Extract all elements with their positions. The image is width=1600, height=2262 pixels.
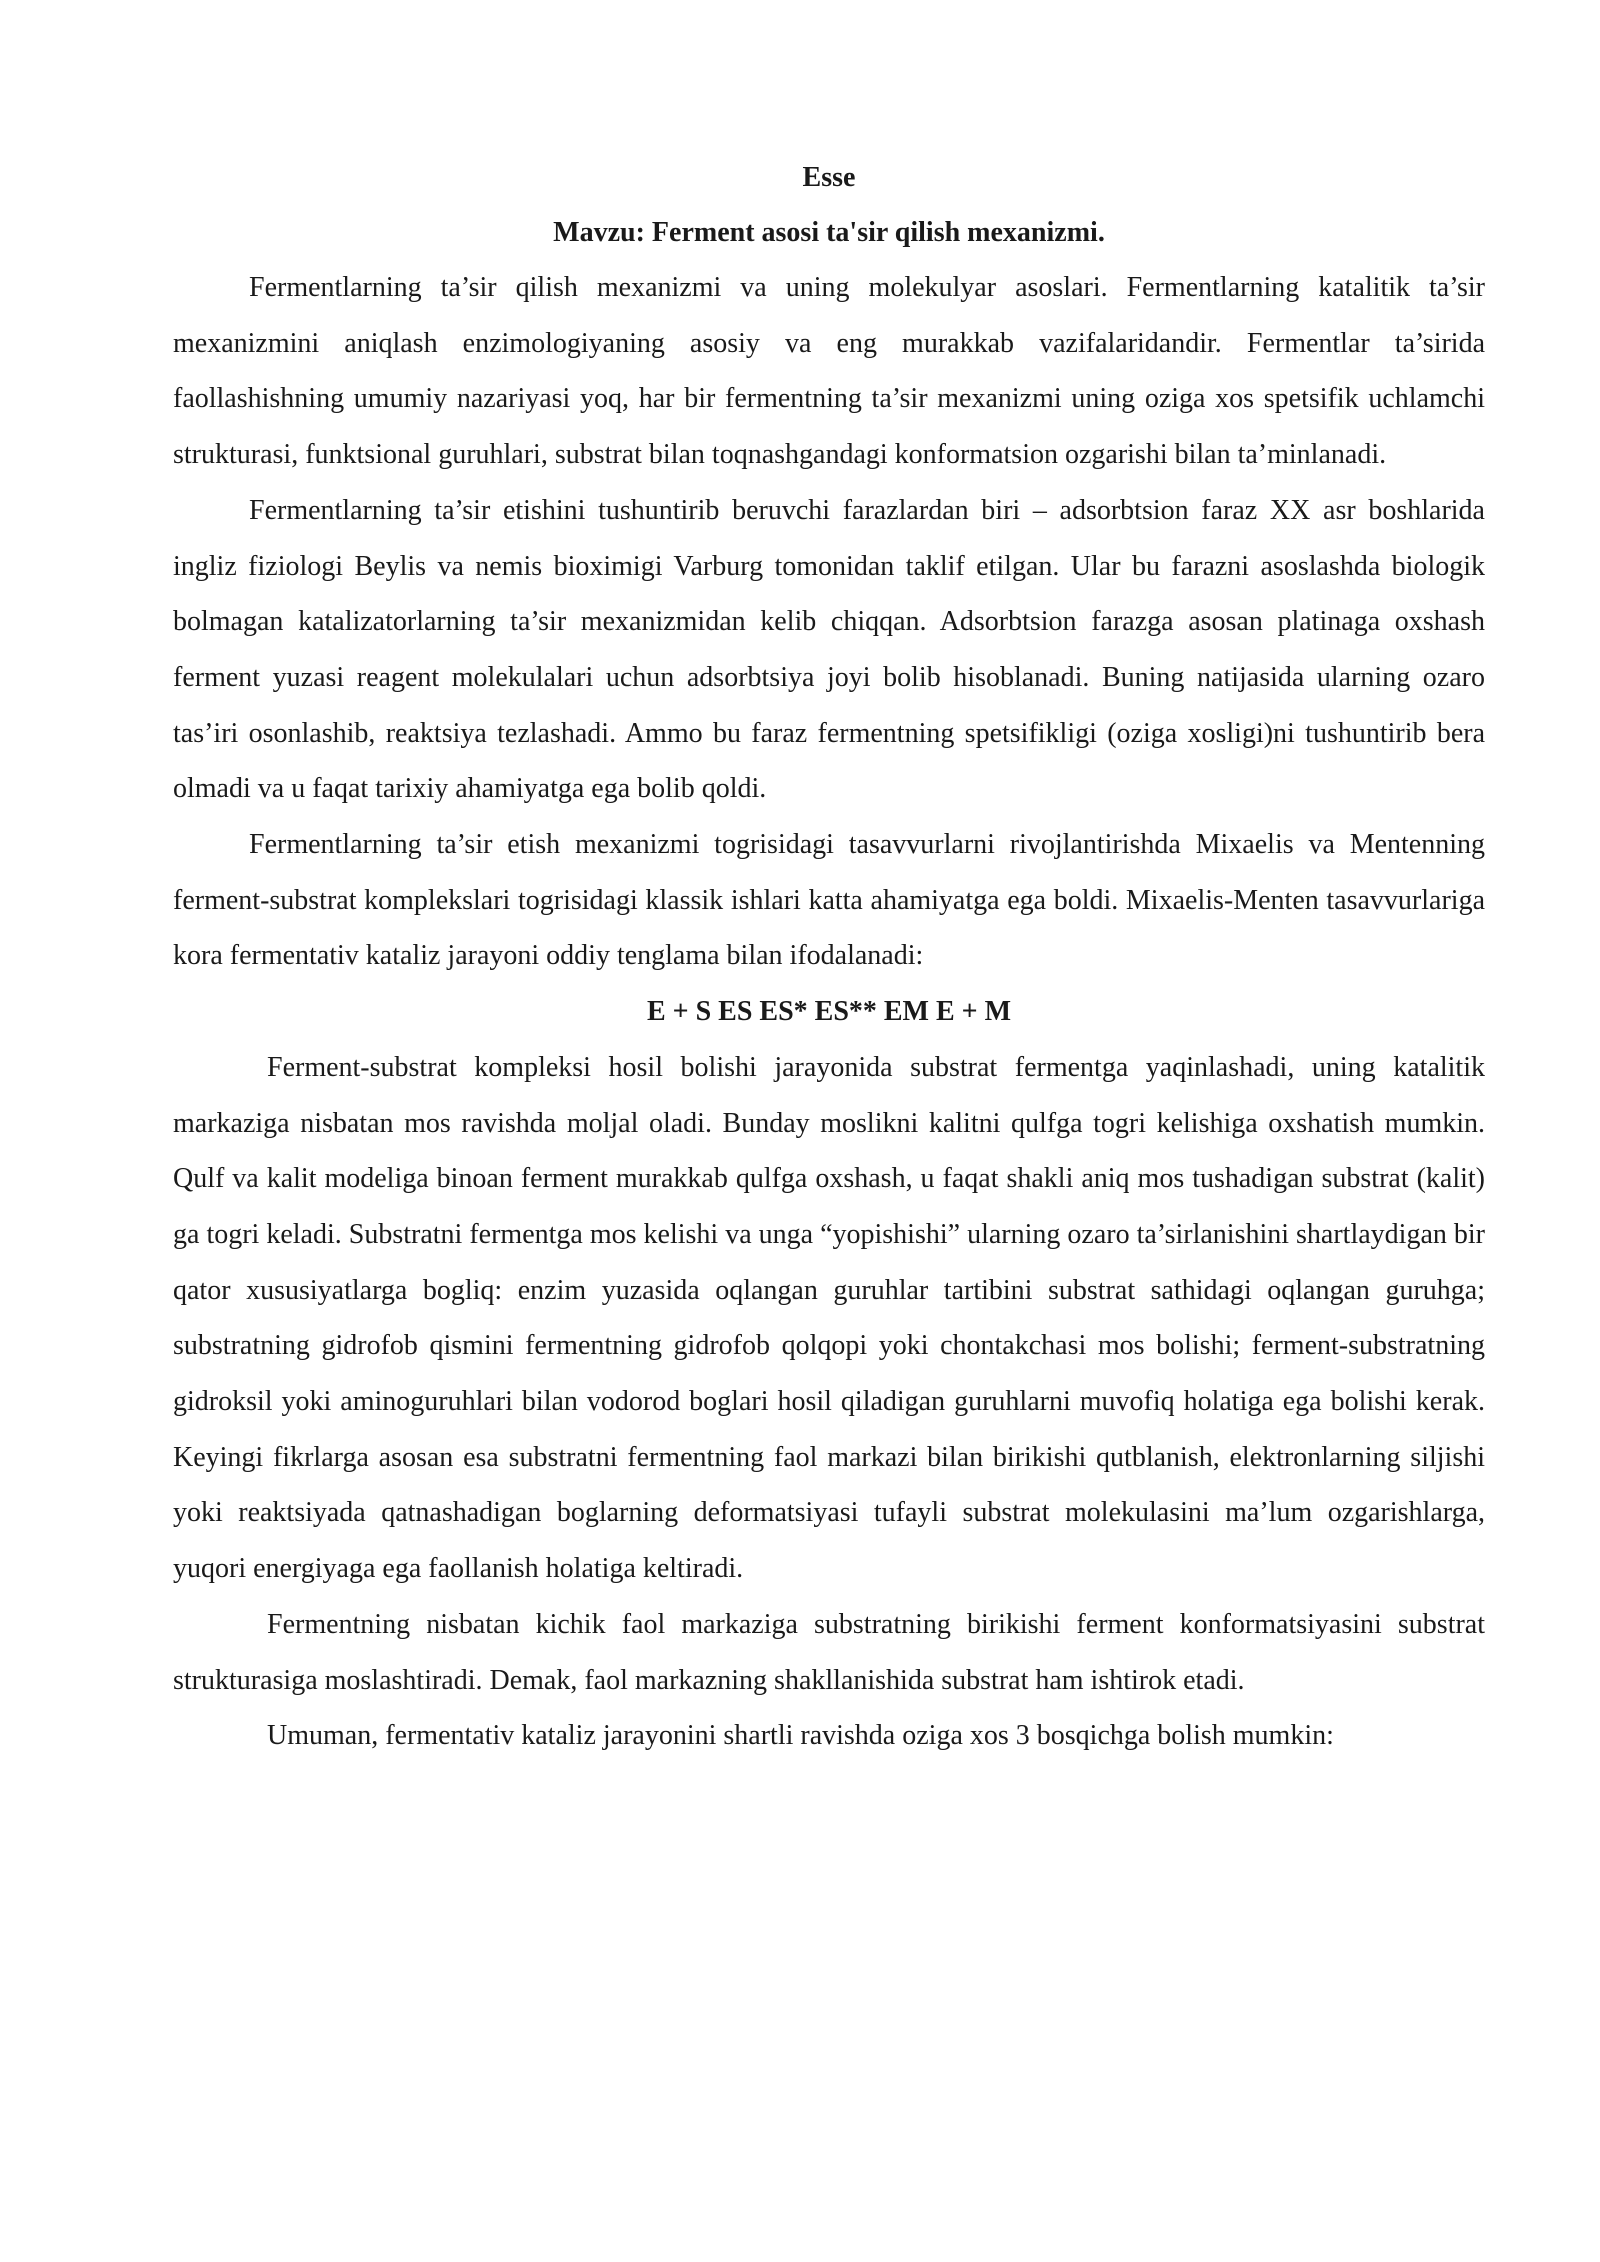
paragraph-4: Ferment-substrat kompleksi hosil bolishi jarayonida substrat fermentga yaqinlashadi, uning katalitik markaziga nisbatan mos ravishda moljal oladi. Bunday moslikni kalitni qulfga togri kelishiga oxshatish mumkin. Qulf va kalit modeliga binoan ferment murakkab qulfga oxshash, u faqat shakli aniq mos tushadigan substrat (kalit) ga togri keladi. Substratni fermentga mos kelishi va unga “yopishishi” ularning ozaro ta’sirlanishini shartlaydigan bir qator xususiyatlarga bogliq: enzim yuzasida oqlangan guruhlar tartibini substrat sathidagi oqlangan guruhga; substratning gidrofob qismini fermentning gidrofob qolqopi yoki chontakchasi mos bolishi; ferment-substratning gidroksil yoki aminoguruhlari bilan vodorod boglari hosil qiladigan guruhlarni muvofiq holatiga ega bolishi kerak. Keyingi fikrlarga asosan esa substratni fermentning faol markazi bilan birikishi qutblanish, elektronlarning siljishi yoki reaktsiyada qatnashadigan boglarning deformatsiyasi tufayli substrat molekulasini ma’lum ozgarishlarga, yuqori energiyaga ega faollanish holatiga keltiradi.	[173, 1051, 1485, 1585]
paragraph-2: Fermentlarning ta’sir etishini tushuntirib beruvchi farazlardan biri – adsorbtsion faraz XX asr boshlarida ingliz fiziologi Beylis va nemis bioximigi Varburg tomonidan taklif etilgan. Ular bu farazni asoslashda biologik bolmagan katalizatorlarning ta’sir mexanizmidan kelib chiqqan. Adsorbtsion farazga asosan platinaga oxshash ferment yuzasi reagent molekulalari uchun adsorbtsiya joyi bolib hisoblanadi. Buning natijasida ularning ozaro tas’iri osonlashib, reaktsiya tezlashadi. Ammo bu faraz fermentning spetsifikligi (oziga xosligi)ni tushuntirib bera olmadi va u faqat tarixiy ahamiyatga ega bolib qoldi.	[173, 494, 1485, 805]
paragraph-1: Fermentlarning ta’sir qilish mexanizmi va uning molekulyar asoslari. Fermentlarning katalitik ta’sir mexanizmini aniqlash enzimologiyaning asosiy va eng murakkab vazifalaridandir. Fermentlar ta’sirida faollashishning umumiy nazariyasi yoq, har bir fermentning ta’sir mexanizmi uning oziga xos spetsifik uchlamchi strukturasi, funktsional guruhlari, substrat bilan toqnashgandagi konformatsion ozgarishi bilan ta’minlanadi.	[173, 272, 1485, 471]
paragraph-6: Umuman, fermentativ kataliz jarayonini shartli ravishda oziga xos 3 bosqichga bolish mumkin:	[267, 1720, 1334, 1752]
paragraph-3: Fermentlarning ta’sir etish mexanizmi togrisidagi tasavvurlarni rivojlantirishda Mixaelis va Mentenning ferment-substrat komplekslari togrisidagi klassik ishlari katta ahamiyatga ega boldi. Mixaelis-Menten tasavvurlariga kora fermentativ kataliz jarayoni oddiy tenglama bilan ifodalanadi:	[173, 829, 1485, 972]
reaction-equation: E + S ES ES* ES** EM E + M	[646, 996, 1012, 1028]
document-page	[173, 150, 1485, 1764]
paragraph-5: Fermentning nisbatan kichik faol markaziga substratning birikishi ferment konformatsiyasini substrat strukturasiga moslashtiradi. Demak, faol markazning shakllanishida substrat ham ishtirok etadi.	[173, 1608, 1485, 1696]
document-title: Esse	[802, 162, 856, 193]
document-subtitle: Mavzu: Ferment asosi ta'sir qilish mexanizmi.	[553, 217, 1105, 248]
